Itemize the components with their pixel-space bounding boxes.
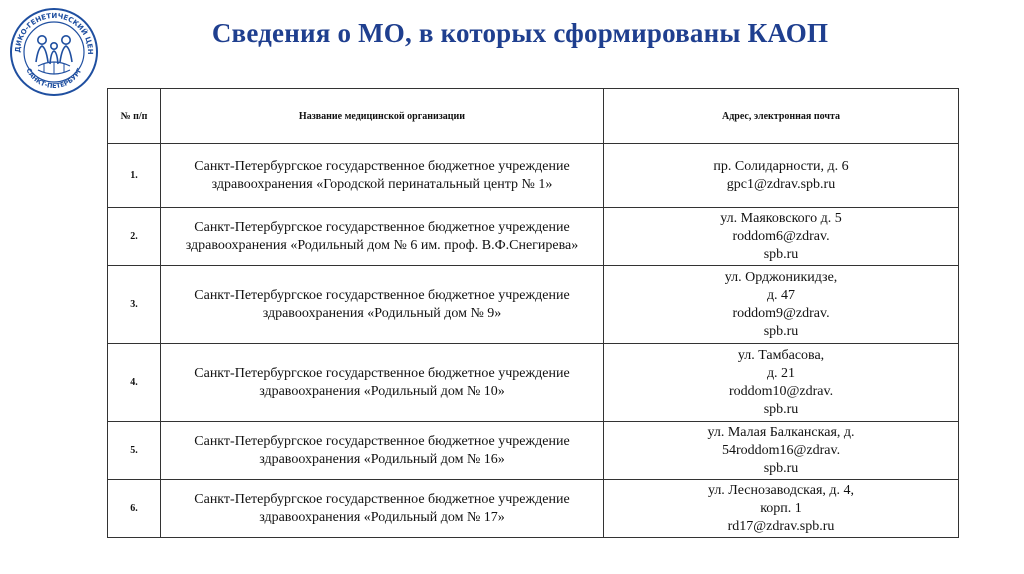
email-line: spb.ru xyxy=(763,323,799,339)
email-line: roddom6@zdrav. xyxy=(732,228,830,244)
header-number: № п/п xyxy=(108,89,161,144)
table-row xyxy=(108,208,959,266)
email-line: gpc1@zdrav.spb.ru xyxy=(726,176,836,192)
organization-name: Санкт-Петербургское государственное бюджетное учреждение здравоохранения «Родильный дом № 17» xyxy=(161,480,604,538)
address-cell xyxy=(604,144,959,208)
medical-genetic-center-logo xyxy=(8,6,100,98)
table-row xyxy=(108,480,959,538)
row-number: 4. xyxy=(108,344,161,422)
address-line: ул. Орджоникидзе, xyxy=(724,269,838,285)
address-line: д. 47 xyxy=(766,287,796,303)
email-line: roddom10@zdrav. xyxy=(728,383,834,399)
family-dna-emblem-icon xyxy=(8,6,100,98)
row-number: 5. xyxy=(108,422,161,480)
table-row xyxy=(108,266,959,344)
organization-name: Санкт-Петербургское государственное бюджетное учреждение здравоохранения «Родильный дом № 10» xyxy=(161,344,604,422)
row-number: 2. xyxy=(108,208,161,266)
organization-name: Санкт-Петербургское государственное бюджетное учреждение здравоохранения «Родильный дом № 9» xyxy=(161,266,604,344)
address-cell xyxy=(604,422,959,480)
email-line: spb.ru xyxy=(763,460,799,476)
svg-text:САНКТ-ПЕТЕРБУРГ: САНКТ-ПЕТЕРБУРГ xyxy=(24,66,84,91)
row-number: 1. xyxy=(108,144,161,208)
organizations-table xyxy=(107,88,959,538)
email-line: spb.ru xyxy=(763,401,799,417)
email-line: rd17@zdrav.spb.ru xyxy=(727,518,835,534)
svg-text:МЕДИКО-ГЕНЕТИЧЕСКИЙ ЦЕНТР: ДИКО-ГЕНЕТИЧЕСКИЙ ЦЕН xyxy=(13,11,95,55)
address-line: пр. Солидарности, д. 6 xyxy=(713,158,849,174)
table-row xyxy=(108,144,959,208)
organization-name: Санкт-Петербургское государственное бюджетное учреждение здравоохранения «Городской перинатальный центр № 1» xyxy=(161,144,604,208)
address-line: ул. Малая Балканская, д. xyxy=(707,424,855,440)
organization-name: Санкт-Петербургское государственное бюджетное учреждение здравоохранения «Родильный дом № 6 им. проф. В.Ф.Снегирева» xyxy=(161,208,604,266)
address-cell xyxy=(604,208,959,266)
address-line: корп. 1 xyxy=(760,500,802,516)
address-line: ул. Маяковского д. 5 xyxy=(720,210,842,226)
email-line: 54roddom16@zdrav. xyxy=(721,442,841,458)
address-line: ул. Тамбасова, xyxy=(737,347,825,363)
table-row xyxy=(108,422,959,480)
email-line: roddom9@zdrav. xyxy=(732,305,830,321)
address-line: ул. Леснозаводская, д. 4, xyxy=(707,482,855,498)
address-cell xyxy=(604,266,959,344)
email-line: spb.ru xyxy=(763,246,799,262)
address-line: д. 21 xyxy=(766,365,796,381)
header-organization-name: Название медицинской организации xyxy=(161,89,604,144)
address-cell xyxy=(604,344,959,422)
row-number: 3. xyxy=(108,266,161,344)
organization-name: Санкт-Петербургское государственное бюджетное учреждение здравоохранения «Родильный дом № 16» xyxy=(161,422,604,480)
row-number: 6. xyxy=(108,480,161,538)
header-address-email: Адрес, электронная почта xyxy=(604,89,959,144)
table-header-row xyxy=(108,89,959,144)
table-row xyxy=(108,344,959,422)
address-cell xyxy=(604,480,959,538)
page-title: Сведения о МО, в которых сформированы КАОП xyxy=(211,18,829,48)
